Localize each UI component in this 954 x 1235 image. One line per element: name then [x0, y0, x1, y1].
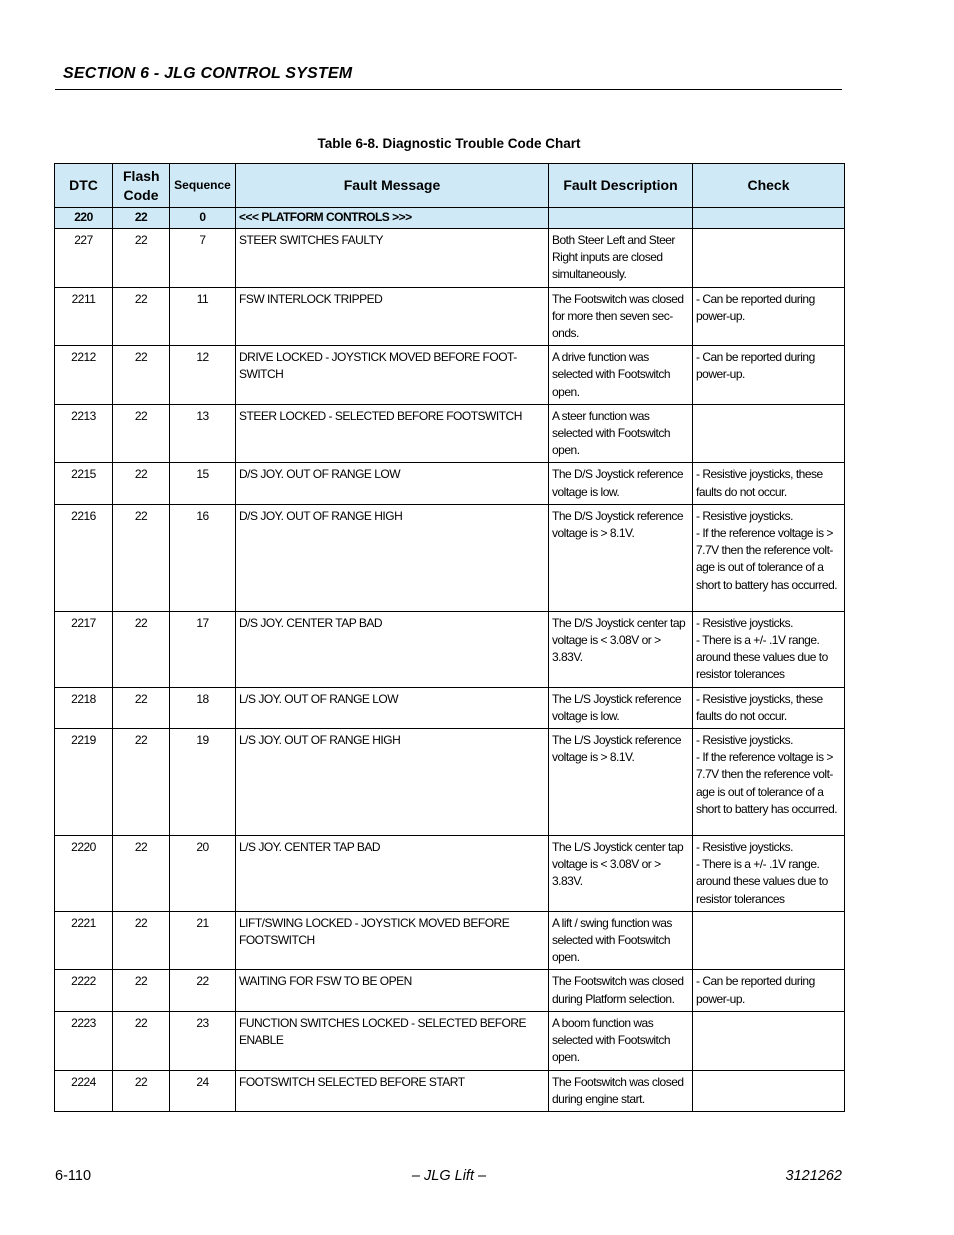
group-message: <<< PLATFORM CONTROLS >>>	[236, 208, 549, 229]
row-flash-code: 22	[113, 229, 170, 288]
section-title: SECTION 6 - JLG CONTROL SYSTEM	[63, 65, 353, 82]
col-header-fault-message: Fault Message	[236, 164, 549, 208]
row-fault-message: D/S JOY. CENTER TAP BAD	[236, 611, 549, 687]
row-check: - Resistive joysticks, these faults do not occur.	[693, 687, 845, 728]
row-flash-code: 22	[113, 504, 170, 611]
row-sequence: 23	[170, 1011, 236, 1070]
row-flash-code: 22	[113, 611, 170, 687]
row-dtc: 2211	[55, 287, 113, 346]
col-header-dtc: DTC	[55, 164, 113, 208]
row-fault-message: FSW INTERLOCK TRIPPED	[236, 287, 549, 346]
col-header-fault-description: Fault Description	[549, 164, 693, 208]
footer-center-title: – JLG Lift –	[411, 1168, 487, 1184]
row-fault-description: The Footswitch was closed for more then seven sec-onds.	[549, 287, 693, 346]
row-check: - Resistive joysticks, these faults do not occur.	[693, 463, 845, 504]
row-dtc: 2220	[55, 836, 113, 912]
row-dtc: 2221	[55, 911, 113, 970]
row-flash-code: 22	[113, 346, 170, 405]
table-row	[55, 346, 845, 405]
row-sequence: 15	[170, 463, 236, 504]
row-dtc: 2217	[55, 611, 113, 687]
row-fault-description: Both Steer Left and Steer Right inputs are closed simultaneously.	[549, 229, 693, 288]
row-check	[693, 1070, 845, 1111]
row-dtc: 2212	[55, 346, 113, 405]
row-fault-description: The D/S Joystick center tap voltage is < 3.08V or > 3.83V.	[549, 611, 693, 687]
row-check	[693, 404, 845, 463]
row-check	[693, 1011, 845, 1070]
table-row	[55, 1011, 845, 1070]
row-flash-code: 22	[113, 911, 170, 970]
row-flash-code: 22	[113, 729, 170, 836]
row-fault-message: FUNCTION SWITCHES LOCKED - SELECTED BEFORE ENABLE	[236, 1011, 549, 1070]
table-row	[55, 687, 845, 728]
table-row	[55, 287, 845, 346]
table-row	[55, 229, 845, 288]
group-sequence: 0	[170, 208, 236, 229]
row-fault-message: L/S JOY. OUT OF RANGE LOW	[236, 687, 549, 728]
row-fault-description: The D/S Joystick reference voltage is low.	[549, 463, 693, 504]
row-sequence: 18	[170, 687, 236, 728]
row-flash-code: 22	[113, 687, 170, 728]
table-row	[55, 504, 845, 611]
row-sequence: 20	[170, 836, 236, 912]
table-caption: Table 6-8. Diagnostic Trouble Code Chart	[317, 136, 581, 151]
footer-page-number: 6-110	[55, 1168, 92, 1184]
row-fault-description: A drive function was selected with Footswitch open.	[549, 346, 693, 405]
row-dtc: 2224	[55, 1070, 113, 1111]
row-fault-description: The Footswitch was closed during engine start.	[549, 1070, 693, 1111]
table-row	[55, 463, 845, 504]
group-description	[549, 208, 693, 229]
row-dtc: 2223	[55, 1011, 113, 1070]
row-check: - Resistive joysticks. - If the reference voltage is > 7.7V then the reference volt-age is out of tolerance of a short to battery has occurred.	[693, 504, 845, 611]
row-fault-description: A boom function was selected with Footswitch open.	[549, 1011, 693, 1070]
row-check: - Resistive joysticks. - There is a +/- .1V range. around these values due to resistor tolerances	[693, 836, 845, 912]
row-check: - Can be reported during power-up.	[693, 346, 845, 405]
row-check: - Can be reported during power-up.	[693, 287, 845, 346]
footer-doc-number: 3121262	[785, 1168, 842, 1184]
row-dtc: 2215	[55, 463, 113, 504]
row-check: - Resistive joysticks. - There is a +/- .1V range. around these values due to resistor tolerances	[693, 611, 845, 687]
row-fault-message: LIFT/SWING LOCKED - JOYSTICK MOVED BEFORE FOOTSWITCH	[236, 911, 549, 970]
row-flash-code: 22	[113, 404, 170, 463]
dtc-table	[54, 163, 845, 1112]
row-dtc: 2218	[55, 687, 113, 728]
row-fault-message: STEER LOCKED - SELECTED BEFORE FOOTSWITCH	[236, 404, 549, 463]
row-flash-code: 22	[113, 287, 170, 346]
col-header-sequence: Sequence	[170, 164, 236, 208]
row-flash-code: 22	[113, 836, 170, 912]
row-fault-description: The L/S Joystick reference voltage is > 8.1V.	[549, 729, 693, 836]
row-dtc: 2216	[55, 504, 113, 611]
col-header-flash-code: Flash Code	[113, 164, 170, 208]
table-row	[55, 404, 845, 463]
table-row	[55, 611, 845, 687]
row-sequence: 11	[170, 287, 236, 346]
row-sequence: 7	[170, 229, 236, 288]
group-check	[693, 208, 845, 229]
row-dtc: 2213	[55, 404, 113, 463]
row-sequence: 17	[170, 611, 236, 687]
row-fault-message: FOOTSWITCH SELECTED BEFORE START	[236, 1070, 549, 1111]
row-fault-message: L/S JOY. CENTER TAP BAD	[236, 836, 549, 912]
group-flash-code: 22	[113, 208, 170, 229]
group-row-platform-controls	[55, 208, 845, 229]
row-fault-description: The D/S Joystick reference voltage is > 8.1V.	[549, 504, 693, 611]
row-flash-code: 22	[113, 463, 170, 504]
row-fault-message: DRIVE LOCKED - JOYSTICK MOVED BEFORE FOOT-SWITCH	[236, 346, 549, 405]
row-fault-message: D/S JOY. OUT OF RANGE LOW	[236, 463, 549, 504]
row-sequence: 24	[170, 1070, 236, 1111]
row-dtc: 227	[55, 229, 113, 288]
row-fault-description: The Footswitch was closed during Platform selection.	[549, 970, 693, 1011]
table-row	[55, 836, 845, 912]
row-fault-description: A lift / swing function was selected with Footswitch open.	[549, 911, 693, 970]
row-sequence: 19	[170, 729, 236, 836]
table-row	[55, 911, 845, 970]
table-row	[55, 970, 845, 1011]
table-header-row	[55, 164, 845, 208]
row-sequence: 13	[170, 404, 236, 463]
group-dtc: 220	[55, 208, 113, 229]
row-check: - Can be reported during power-up.	[693, 970, 845, 1011]
row-flash-code: 22	[113, 1011, 170, 1070]
row-sequence: 12	[170, 346, 236, 405]
col-header-check: Check	[693, 164, 845, 208]
row-flash-code: 22	[113, 1070, 170, 1111]
row-dtc: 2222	[55, 970, 113, 1011]
row-check: - Resistive joysticks. - If the reference voltage is > 7.7V then the reference volt-age is out of tolerance of a short to battery has occurred.	[693, 729, 845, 836]
row-fault-message: L/S JOY. OUT OF RANGE HIGH	[236, 729, 549, 836]
table-row	[55, 729, 845, 836]
header-divider	[55, 89, 842, 90]
row-sequence: 21	[170, 911, 236, 970]
table-row	[55, 1070, 845, 1111]
row-fault-description: The L/S Joystick reference voltage is low.	[549, 687, 693, 728]
row-fault-message: WAITING FOR FSW TO BE OPEN	[236, 970, 549, 1011]
row-fault-description: A steer function was selected with Footswitch open.	[549, 404, 693, 463]
row-flash-code: 22	[113, 970, 170, 1011]
row-sequence: 16	[170, 504, 236, 611]
row-fault-message: D/S JOY. OUT OF RANGE HIGH	[236, 504, 549, 611]
row-fault-description: The L/S Joystick center tap voltage is < 3.08V or > 3.83V.	[549, 836, 693, 912]
row-sequence: 22	[170, 970, 236, 1011]
row-dtc: 2219	[55, 729, 113, 836]
row-check	[693, 229, 845, 288]
row-fault-message: STEER SWITCHES FAULTY	[236, 229, 549, 288]
row-check	[693, 911, 845, 970]
